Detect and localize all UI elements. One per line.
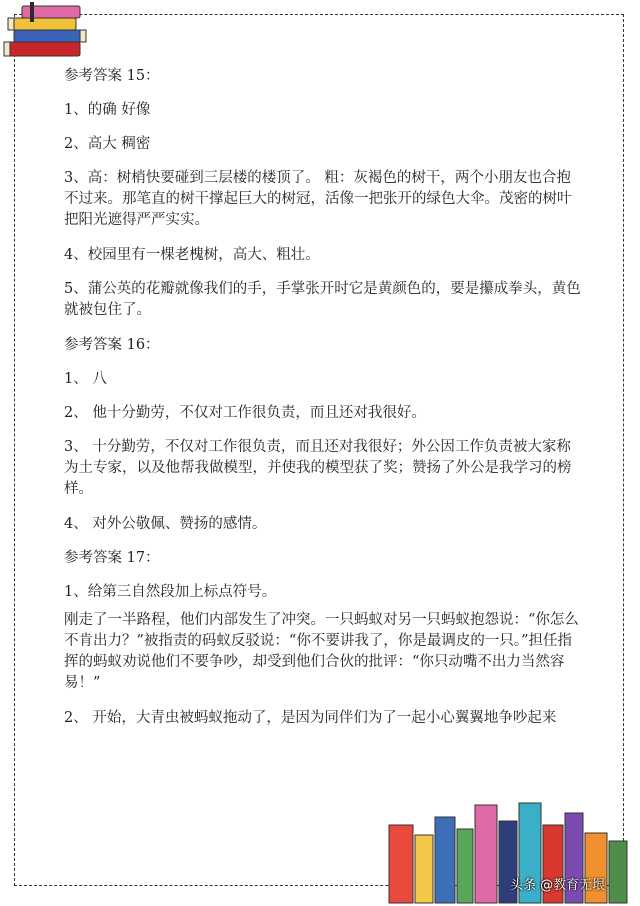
answer-15-1: 1、的确 好像 [64,102,151,118]
answer-16-1: 1、 八 [64,371,107,387]
answer-15-5: 5、蒲公英的花瓣就像我们的手，手掌张开时它是黄颜色的，要是攥成拳头，黄色就被包住了。 [64,281,581,318]
answer-16-2: 2、 他十分勤劳，不仅对工作很负责，而且还对我很好。 [64,405,426,421]
section-heading-15: 参考答案 15： [64,68,160,84]
answer-17-1: 1、给第三自然段加上标点符号。 [64,584,277,600]
answer-17-2: 2、 开始，大青虫被蚂蚁拖动了，是因为同伴们为了一起小心翼翼地争吵起来 [64,710,557,726]
answer-15-4: 4、校园里有一棵老槐树，高大、粗壮。 [64,247,320,263]
answer-15-2: 2、高大 稠密 [64,136,151,152]
answer-15-3: 3、高：树梢快要碰到三层楼的楼顶了。 粗：灰褐色的树干，两个小朋友也合抱不过来。那笔直的树干撑起巨大的树冠，活像一把张开的绿色大伞。茂密的树叶把阳光遮得严严实实。 [64,170,572,228]
answer-content [64,62,584,728]
section-heading-17: 参考答案 17： [64,550,160,566]
watermark: 头条 @教育无垠 [510,878,606,893]
answer-16-4: 4、 对外公敬佩、赞扬的感情。 [64,516,267,532]
section-heading-16: 参考答案 16： [64,337,160,353]
answer-17-1-text: 刚走了一半路程，他们内部发生了冲突。一只蚂蚁对另一只蚂蚁抱怨说：“你怎么不肯出力？”被指责的码蚁反驳说：“你不要讲我了，你是最调皮的一只。”担任指挥的蚂蚁劝说他们不要争吵，却受到他们合伙的批评：“你只动嘴不出力当然容易！” [64,612,579,691]
answer-16-3: 3、 十分勤劳，不仅对工作很负责，而且还对我很好；外公因工作负责被大家称为土专家，以及他帮我做模型，并使我的模型获了奖；赞扬了外公是我学习的榜样。 [64,439,572,497]
stacked-books-icon [0,0,110,62]
